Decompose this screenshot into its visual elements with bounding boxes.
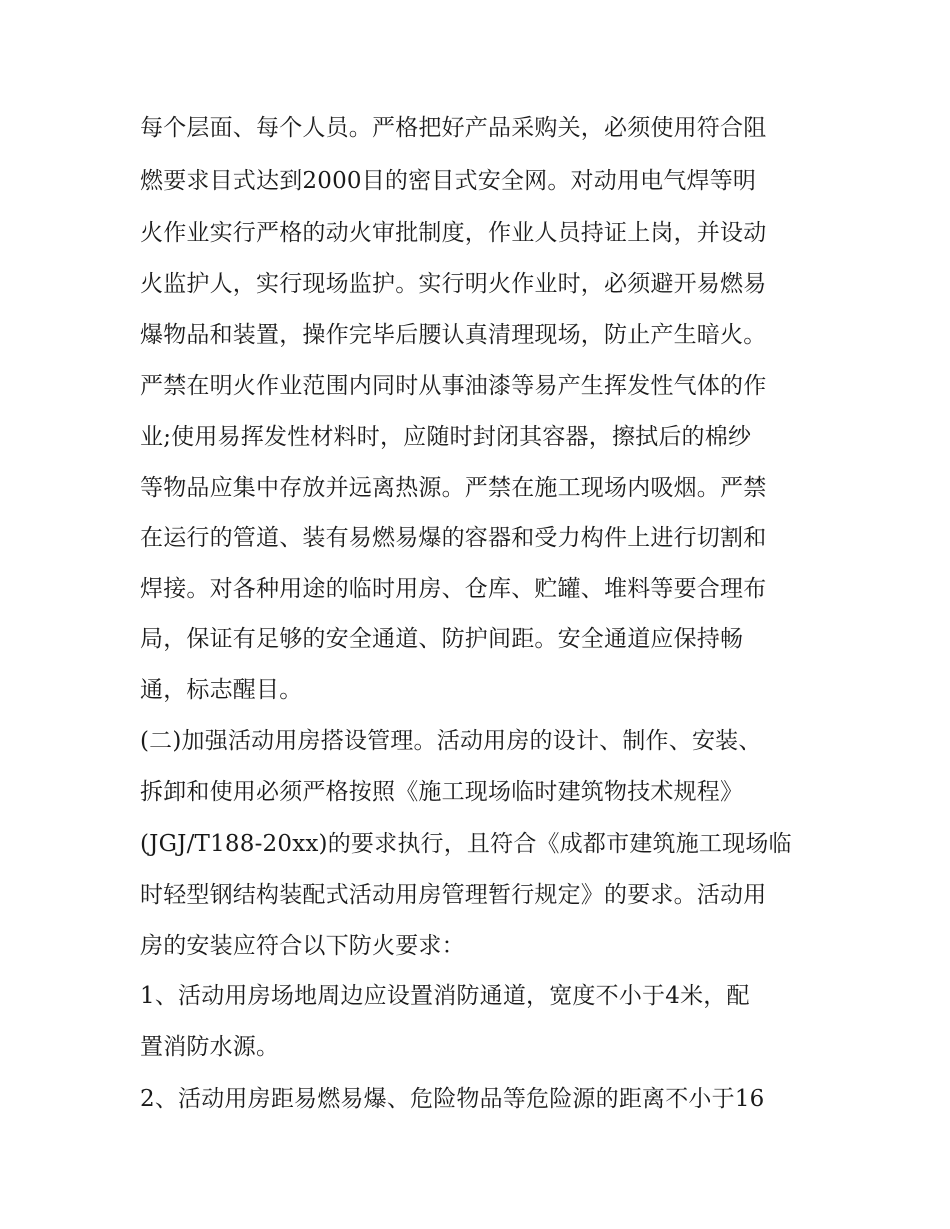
text-line: (JGJ/T188-20xx)的要求执行，且符合《成都市建筑施工现场临 bbox=[140, 831, 792, 857]
text-line: 业;使用易挥发性材料时，应随时封闭其容器，擦拭后的棉纱 bbox=[140, 424, 752, 450]
section-heading-line: (二)加强活动用房搭设管理。活动用房的设计、制作、安装、 bbox=[140, 728, 762, 754]
text-line: 爆物品和装置，操作完毕后腰认真清理现场，防止产生暗火。 bbox=[140, 322, 767, 348]
text-line: 火作业实行严格的动火审批制度，作业人员持证上岗，并设动 bbox=[140, 220, 767, 246]
text-line: 时轻型钢结构装配式活动用房管理暂行规定》的要求。活动用 bbox=[140, 882, 767, 908]
text-line: 拆卸和使用必须严格按照《施工现场临时建筑物技术规程》 bbox=[140, 779, 744, 805]
text-line: 焊接。对各种用途的临时用房、仓库、贮罐、堆料等要合理布 bbox=[140, 576, 767, 602]
list-item-line: 1、活动用房场地周边应设置消防通道，宽度不小于4米，配 bbox=[140, 983, 750, 1009]
text-line: 通，标志醒目。 bbox=[140, 677, 303, 703]
text-line: 局，保证有足够的安全通道、防护间距。安全通道应保持畅 bbox=[140, 626, 744, 652]
text-line: 严禁在明火作业范围内同时从事油漆等易产生挥发性气体的作 bbox=[140, 373, 767, 399]
text-line: 每个层面、每个人员。严格把好产品采购关，必须使用符合阻 bbox=[140, 115, 767, 141]
text-line: 火监护人，实行现场监护。实行明火作业时，必须避开易燃易 bbox=[140, 271, 767, 297]
list-item-line: 2、活动用房距易燃易爆、危险物品等危险源的距离不小于16 bbox=[140, 1086, 765, 1112]
text-line: 置消防水源。 bbox=[140, 1034, 280, 1060]
text-line: 在运行的管道、装有易燃易爆的容器和受力构件上进行切割和 bbox=[140, 525, 767, 551]
text-line: 房的安装应符合以下防火要求： bbox=[140, 933, 465, 959]
text-line: 等物品应集中存放并远离热源。严禁在施工现场内吸烟。严禁 bbox=[140, 475, 767, 501]
text-line: 燃要求目式达到2000目的密目式安全网。对动用电气焊等明 bbox=[140, 168, 757, 194]
